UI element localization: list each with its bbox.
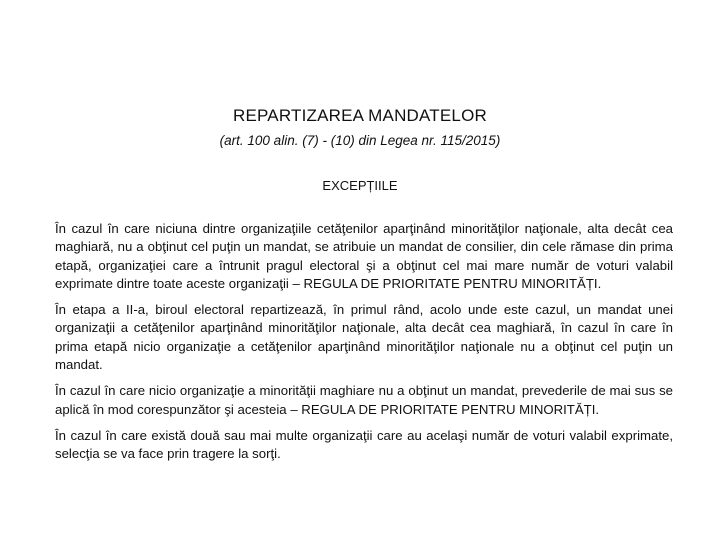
paragraph-second-stage bbox=[55, 301, 673, 374]
section-heading: EXCEPȚIILE bbox=[322, 178, 398, 193]
rule-emphasis: – REGULA DE PRIORITATE PENTRU MINORITĂȚI. bbox=[292, 275, 602, 291]
paragraph-hungarian-minority bbox=[55, 382, 673, 419]
legal-reference-subtitle: (art. 100 alin. (7) - (10) din Legea nr. 115/2015) bbox=[219, 133, 501, 148]
page-title: REPARTIZAREA MANDATELOR bbox=[233, 106, 487, 125]
paragraph-tie-break bbox=[55, 427, 673, 464]
paragraph-minority-priority bbox=[55, 220, 673, 293]
body-text bbox=[55, 220, 673, 472]
paragraph-text: În cazul în care există două sau mai multe organizaţii care au acelaşi număr de voturi valabil exprimate, selecţia se va face prin tragere la sorţi. bbox=[55, 427, 673, 462]
paragraph-text: În cazul în care nicio organizaţie a minorităţii maghiare nu a obţinut un mandat, prevederile de mai sus se aplică în mod corespunzător şi acesteia bbox=[55, 383, 673, 417]
rule-emphasis: – REGULA DE PRIORITATE PENTRU MINORITĂȚI. bbox=[290, 401, 600, 417]
paragraph-text: În etapa a II-a, biroul electoral repartizează, în primul rând, acolo unde este cazul, un mandat unei organizaţii a cetăţenilor aparţinând minorităţilor naţionale, alta decât cea maghiară, în cazul în care în prima etapă nicio organizaţie a cetăţenilor aparţinând minorităţilor naţionale nu a obţinut cel puţin un mandat. bbox=[55, 302, 673, 373]
paragraph-text: În cazul în care niciuna dintre organizaţiile cetăţenilor aparţinând minorităţilor naţionale, alta decât cea maghiară, nu a obţinut cel puţin un mandat, se atribuie un mandat de consilier, din cele rămase din prima etapă, organizaţiei care a întrunit pragul electoral şi a obţinut cel mai mare număr de voturi valabil exprimate dintre toate aceste organizaţii bbox=[55, 221, 673, 291]
